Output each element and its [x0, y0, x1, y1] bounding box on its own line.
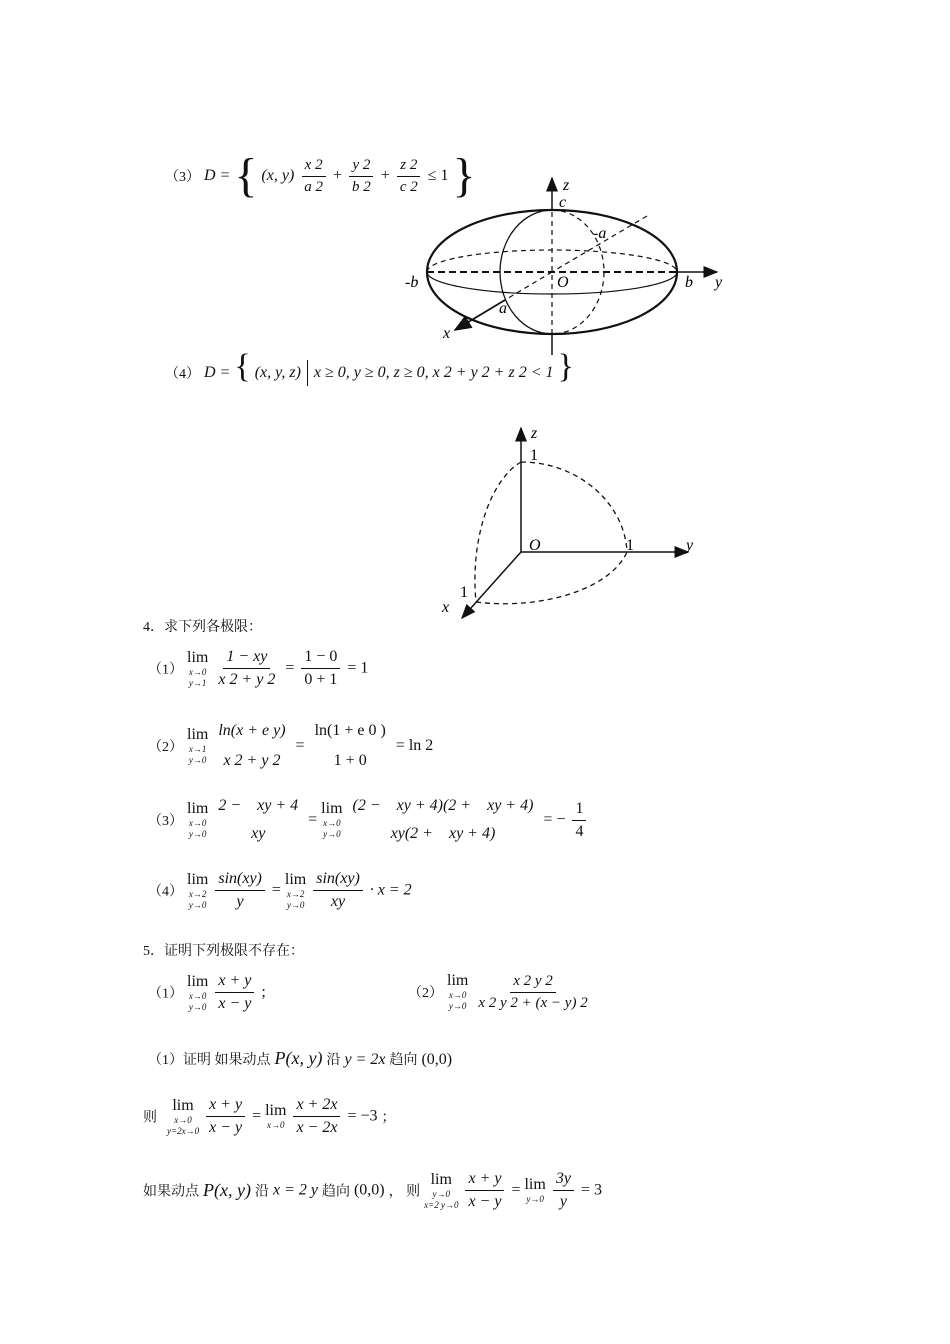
lim-sub: y→0 — [188, 899, 207, 910]
label-one-x: 1 — [460, 584, 468, 601]
fraction — [215, 870, 265, 911]
fraction-numerator: sin(xy) — [313, 870, 363, 891]
lim-text: lim — [187, 972, 209, 990]
fraction-denominator: b 2 — [352, 178, 371, 195]
q4-part3 — [148, 797, 589, 843]
lim-sub: y→0 — [188, 829, 207, 839]
proof-line-3 — [143, 1170, 602, 1211]
label-c: c — [559, 194, 567, 211]
lim-text: lim — [524, 1176, 546, 1193]
label-b: b — [685, 274, 693, 291]
lim-sub: y=2x→0 — [167, 1125, 200, 1136]
lim-sub: x→0 — [267, 1120, 285, 1130]
lim-text: lim — [187, 800, 209, 817]
lim-sub: y→0 — [448, 1001, 467, 1011]
fraction-numerator: 2 − xy + 4 — [218, 797, 299, 814]
part-label: （3） — [148, 814, 183, 829]
limit — [321, 800, 342, 840]
equals: = — [252, 1107, 262, 1125]
fraction-numerator: x 2 y 2 — [510, 973, 556, 993]
lim-sub: x→0 — [188, 666, 207, 677]
q4-part1 — [148, 648, 368, 689]
fraction-y-over-b — [349, 157, 374, 196]
ellipsoid-figure — [395, 170, 735, 370]
lim-sub: x=2 y→0 — [424, 1199, 459, 1210]
origin: (0,0) — [421, 1051, 453, 1068]
label-one-y: 1 — [626, 537, 634, 554]
fraction-denominator: x 2 + y 2 — [218, 671, 276, 688]
origin: (0,0) — [353, 1181, 385, 1199]
lim-text: lim — [447, 972, 469, 989]
fraction-numerator: z 2 — [397, 157, 420, 177]
lim-text: lim — [430, 1170, 452, 1188]
item3-label: （3） — [165, 170, 200, 185]
lim-text: lim — [321, 800, 343, 817]
lim-text: lim — [284, 870, 307, 888]
item4-vars: (x, y, z) — [254, 364, 301, 381]
fraction-numerator: x + y — [465, 1170, 504, 1191]
q5-part2 — [408, 972, 594, 1012]
fraction-numerator: 1 — [572, 800, 586, 821]
fraction-numerator: 3y — [553, 1170, 574, 1191]
q5-title: 5．证明下列极限不存在： — [143, 944, 304, 959]
fraction-denominator: x 2 y 2 + (x − y) 2 — [478, 994, 588, 1011]
fraction — [312, 722, 389, 770]
fraction-denominator: c 2 — [399, 178, 418, 195]
proof-text: 如果动点 — [143, 1184, 199, 1200]
fraction-denominator: x 2 + y 2 — [223, 752, 281, 769]
result: = ln 2 — [395, 737, 434, 754]
part-label: （1） — [148, 986, 183, 1002]
q5-part1 — [148, 972, 266, 1013]
right-brace: } — [557, 348, 574, 385]
result: = − — [543, 811, 566, 828]
item4-label: （4） — [165, 367, 200, 382]
fraction — [215, 648, 278, 689]
item4-D: D = — [204, 364, 231, 381]
fraction-denominator: y — [559, 1193, 567, 1210]
fraction-numerator: x + y — [215, 972, 254, 993]
fraction-denominator: a 2 — [304, 178, 324, 195]
fraction-numerator: x 2 — [302, 157, 326, 177]
equals: = — [511, 1181, 521, 1199]
proof-text: 趋向 — [321, 1184, 350, 1200]
q4-part4 — [148, 870, 412, 911]
limit — [524, 1176, 545, 1205]
label-O: O — [529, 537, 541, 554]
label-one-z: 1 — [530, 447, 538, 464]
result: · x = 2 — [369, 881, 412, 899]
fraction-denominator: 1 + 0 — [333, 752, 367, 769]
lim-sub: x→2 — [286, 888, 305, 899]
fraction-denominator: y — [236, 893, 244, 910]
fraction — [465, 1170, 504, 1211]
label-x: x — [443, 325, 451, 342]
fraction-numerator: sin(xy) — [215, 870, 265, 891]
proof-text: 沿 — [254, 1184, 269, 1200]
limit — [424, 1171, 458, 1211]
lim-sub: x→0 — [448, 990, 467, 1000]
fraction-numerator: ln(x + e y) — [218, 722, 286, 739]
arc-zx — [475, 462, 521, 602]
fraction-denominator: xy — [251, 825, 266, 842]
fraction — [553, 1170, 574, 1211]
fraction-numerator: ln(1 + e 0 ) — [314, 722, 386, 739]
fraction-numerator: x + 2x — [293, 1096, 340, 1117]
point-P: P(x, y) — [203, 1180, 251, 1200]
item4-condition: x ≥ 0, y ≥ 0, z ≥ 0, x 2 + y 2 + z 2 < 1 — [313, 364, 554, 381]
fraction — [350, 797, 537, 843]
fraction — [293, 1096, 340, 1137]
lim-sub: x→0 — [174, 1114, 192, 1125]
fraction-denominator: x − y — [209, 1119, 243, 1136]
equals: = — [308, 811, 318, 828]
proof-text: 趋向 — [389, 1053, 418, 1068]
label-x: x — [442, 599, 450, 616]
path-equation: x = 2 y — [272, 1181, 318, 1199]
point-P: P(x, y) — [274, 1048, 323, 1068]
lim-text: lim — [187, 870, 209, 888]
fraction-numerator: (2 − xy + 4)(2 + xy + 4) — [352, 797, 534, 814]
limit — [447, 972, 468, 1012]
fraction — [313, 870, 363, 911]
q4-part2 — [148, 722, 433, 770]
item3-vars: (x, y) — [261, 167, 295, 184]
label-neg-a: -a — [593, 225, 607, 242]
limit — [187, 726, 208, 766]
part-label: （4） — [148, 884, 183, 900]
part-label: （2） — [408, 986, 443, 1001]
plus-sign: + — [380, 167, 390, 184]
q4-title: 4．求下列各极限： — [143, 620, 262, 635]
fraction-denominator: x − y — [468, 1193, 502, 1210]
fraction-denominator: x − 2x — [296, 1119, 338, 1136]
equals: = — [285, 659, 295, 677]
equals: = — [271, 881, 281, 899]
label-z: z — [563, 177, 570, 194]
limit — [285, 871, 306, 911]
lim-sub: x→1 — [188, 744, 207, 754]
lim-sub: y→0 — [526, 1194, 544, 1204]
fraction-denominator: x − y — [218, 995, 252, 1012]
lim-sub: x→0 — [323, 818, 341, 828]
inequality: ≤ 1 — [427, 167, 449, 184]
fraction-denominator: 4 — [575, 822, 584, 840]
fraction-numerator: 1 − 0 — [301, 648, 340, 669]
lim-text: lim — [187, 648, 209, 666]
lim-sub: x→0 — [188, 990, 207, 1001]
part-label: （1） — [148, 662, 183, 678]
limit — [265, 1102, 286, 1131]
label-y: y — [715, 274, 723, 291]
fraction-numerator: x + y — [206, 1096, 245, 1117]
proof-line-2 — [143, 1096, 395, 1137]
equals: = — [295, 737, 305, 754]
x-axis — [462, 552, 521, 618]
item3-D: D = — [204, 167, 231, 184]
semicolon: ; — [261, 983, 266, 1001]
proof-text: ， 则 — [388, 1184, 421, 1200]
lim-sub: y→0 — [323, 829, 341, 839]
fraction-numerator: 1 − xy — [223, 648, 270, 669]
lim-sub: y→0 — [188, 1001, 207, 1012]
result: = 1 — [347, 659, 369, 677]
limit — [187, 649, 208, 689]
bar-separator — [307, 360, 308, 386]
left-brace: { — [234, 149, 258, 202]
item4-definition — [165, 348, 574, 394]
label-O: O — [557, 274, 569, 291]
limit — [187, 800, 208, 840]
label-neg-b: -b — [405, 274, 419, 291]
fraction — [206, 1096, 245, 1137]
proof-line-1 — [148, 1048, 452, 1069]
label-y: y — [686, 537, 694, 554]
lim-text: lim — [187, 726, 209, 743]
lim-sub: x→0 — [188, 818, 207, 828]
x-axis-inner — [505, 272, 552, 300]
fraction-denominator: 0 + 1 — [304, 671, 338, 688]
fraction — [215, 972, 254, 1013]
lim-sub: x→2 — [188, 888, 207, 899]
fraction — [572, 800, 586, 841]
limit — [187, 871, 208, 911]
lim-text: lim — [172, 1096, 194, 1114]
left-brace: { — [234, 348, 251, 385]
fraction-numerator: y 2 — [349, 157, 373, 177]
lim-sub: y→0 — [188, 755, 207, 765]
limit — [187, 973, 208, 1013]
fraction — [215, 722, 288, 770]
proof-text: 沿 — [326, 1053, 341, 1068]
result: = 3 — [580, 1181, 602, 1199]
lim-sub: y→1 — [188, 677, 207, 688]
lim-sub: y→0 — [432, 1188, 451, 1199]
label-z: z — [531, 425, 538, 442]
plus-sign: + — [333, 167, 343, 184]
lim-sub: y→0 — [286, 899, 305, 910]
result: = −3 — [347, 1107, 378, 1125]
fraction-denominator: xy(2 + xy + 4) — [390, 825, 496, 842]
fraction-denominator: xy — [330, 893, 346, 910]
lim-text: lim — [265, 1102, 287, 1119]
fraction-x-over-a — [301, 157, 326, 196]
proof-text: 则 — [143, 1110, 157, 1126]
path-equation: y = 2x — [344, 1051, 386, 1068]
label-a: a — [499, 300, 507, 317]
octant-figure — [430, 420, 710, 630]
part-label: （2） — [148, 740, 183, 755]
right-brace: } — [452, 149, 476, 202]
punctuation: ； — [381, 1110, 396, 1126]
proof-text: （1）证明 如果动点 — [148, 1053, 271, 1068]
fraction — [475, 973, 590, 1012]
limit — [167, 1097, 199, 1137]
fraction — [301, 648, 340, 689]
fraction — [215, 797, 301, 843]
